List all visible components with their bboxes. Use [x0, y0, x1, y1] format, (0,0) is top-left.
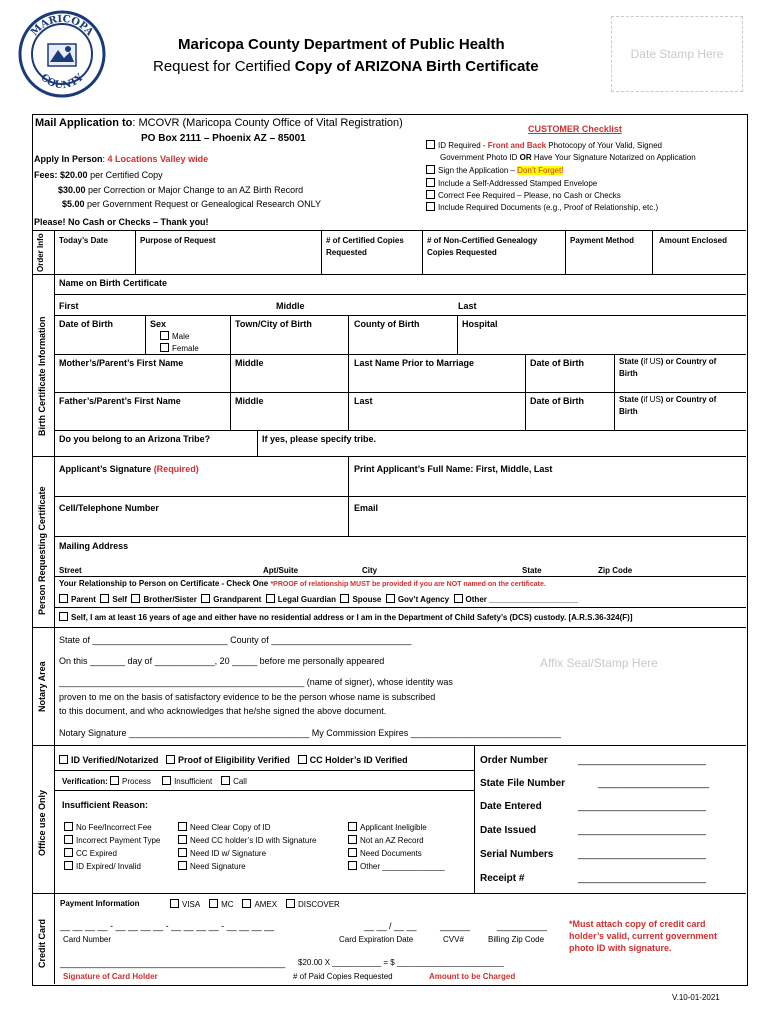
requester-side-label: Person Requesting Certificate [37, 486, 47, 615]
text: (Required) [153, 464, 199, 474]
last-name-label: Last [458, 301, 477, 311]
discover-option[interactable] [286, 900, 340, 909]
seal-icon [18, 10, 106, 98]
checkbox[interactable] [209, 899, 218, 908]
text: Other ______________ [360, 862, 445, 871]
text: Grandparent [213, 595, 262, 604]
verification-row [62, 776, 247, 786]
rel-gov[interactable] [386, 595, 449, 604]
divider [54, 607, 746, 608]
divider [54, 790, 474, 791]
first-name-label: First [59, 301, 79, 311]
text: Sign the Application – [438, 166, 518, 175]
serial-numbers-blank[interactable]: _______________________ [578, 849, 706, 860]
payment-info-label: Payment Information [60, 899, 140, 908]
birth-info-side-label: Birth Certificate Information [37, 316, 47, 436]
text: Need ID w/ Signature [190, 849, 267, 858]
rel-sibling[interactable] [131, 595, 196, 604]
checkbox[interactable] [59, 755, 68, 764]
reason-r12[interactable] [348, 861, 445, 871]
todays-date-label: Today’s Date [59, 236, 108, 245]
checkbox[interactable] [266, 594, 275, 603]
reason-r6[interactable] [178, 835, 316, 845]
text: *PROOF of relationship MUST be provided if you are NOT named on the certificate. [270, 581, 546, 588]
text: OR [519, 153, 532, 162]
rel-grandparent[interactable] [201, 595, 261, 604]
page-title: Maricopa County Department of Public Health [178, 36, 505, 53]
reason-r8[interactable] [178, 861, 246, 871]
checkbox[interactable] [162, 776, 171, 785]
checkbox[interactable] [348, 822, 357, 831]
process-option[interactable] [110, 777, 151, 786]
checkbox[interactable] [298, 755, 307, 764]
text: ID Verified/Notarized [71, 755, 159, 765]
checkbox[interactable] [100, 594, 109, 603]
fee-1 [34, 170, 163, 180]
checkbox[interactable] [454, 594, 463, 603]
date-entered-label: Date Entered [480, 801, 542, 812]
checkbox[interactable] [131, 594, 140, 603]
relationship-options [59, 594, 578, 604]
checkbox[interactable] [64, 848, 73, 857]
fee2-amount: $30.00 [58, 185, 86, 195]
order-number-blank[interactable]: _______________________ [578, 755, 706, 766]
checkbox[interactable] [426, 190, 435, 199]
text: Not an AZ Record [360, 836, 424, 845]
checklist-item-5[interactable] [426, 202, 658, 212]
cc-id-option[interactable] [298, 755, 408, 765]
text: Male [172, 332, 190, 341]
checkbox[interactable] [178, 822, 187, 831]
receipt-blank[interactable]: _______________________ [578, 873, 706, 884]
notary-line-2: On this _______ day of ____________, 20 _____ before me personally appeared [59, 656, 385, 666]
insufficient-reason-label: Insufficient Reason: [62, 800, 149, 810]
card-holder-signature-field[interactable]: _____________________________________________ [60, 958, 286, 968]
state-label: State [522, 566, 542, 575]
apply-in-person: Apply In Person: 4 Locations Valley wide [34, 154, 209, 164]
text: Photocopy of Your Valid, Signed [546, 141, 662, 150]
notary-line-3: _________________________________________________ (name of signer), whose identity was [59, 677, 453, 687]
text: CC Holder’s ID Verified [309, 755, 408, 765]
notary-line-5: to this document, and who acknowledges that he/she signed the above document. [59, 706, 387, 716]
text: State ( [619, 357, 644, 366]
mother-state-label [619, 357, 716, 366]
relationship-label [59, 579, 546, 588]
card-exp-label: Card Expiration Date [339, 935, 414, 944]
checkbox[interactable] [426, 140, 435, 149]
checkbox[interactable] [426, 165, 435, 174]
fee-2 [58, 185, 303, 195]
text: Incorrect Payment Type [76, 836, 161, 845]
divider [230, 315, 231, 354]
checklist-item-1[interactable] [426, 140, 662, 150]
call-option[interactable] [221, 777, 247, 786]
checkbox[interactable] [178, 861, 187, 870]
text: Gov’t Agency [397, 595, 450, 604]
proof-eligibility-option[interactable] [166, 755, 290, 765]
amount-charged-label: Amount to be Charged [429, 972, 516, 981]
street-label: Street [59, 566, 82, 575]
father-dob-label: Date of Birth [530, 396, 584, 406]
date-issued-blank[interactable]: _______________________ [578, 825, 706, 836]
certified-copies-label: # of Certified Copies [326, 236, 404, 245]
date-issued-label: Date Issued [480, 825, 537, 836]
text: Call [233, 777, 247, 786]
print-name-label: Print Applicant’s Full Name: First, Middle, Last [354, 464, 553, 474]
office-side-label: Office use Only [37, 789, 47, 856]
subtitle-bold: Copy of ARIZONA Birth Certificate [294, 58, 539, 75]
order-number-label: Order Number [480, 755, 548, 766]
sex-female-option[interactable] [160, 343, 199, 353]
reason-r11[interactable] [348, 848, 422, 858]
father-state-label [619, 395, 716, 404]
insufficient-option[interactable] [162, 777, 212, 786]
text: Need Clear Copy of ID [190, 823, 271, 832]
version-label: V.10-01-2021 [672, 993, 720, 1002]
reason-r7[interactable] [178, 848, 266, 858]
father-middle-label: Middle [235, 396, 264, 406]
tribe-question: Do you belong to an Arizona Tribe? [59, 434, 211, 444]
divider [54, 315, 746, 316]
text: Spouse [352, 595, 382, 604]
mail-value: : MCOVR (Maricopa County Office of Vital Registration) [132, 117, 403, 129]
divider [32, 456, 746, 457]
text: Brother/Sister [143, 595, 197, 604]
reason-r2[interactable] [64, 835, 160, 845]
phone-label: Cell/Telephone Number [59, 503, 159, 513]
amount-enclosed-label: Amount Enclosed [659, 236, 728, 245]
checklist-title: CUSTOMER Checklist [528, 124, 622, 134]
checkbox[interactable] [348, 861, 357, 870]
subtitle-prefix: Request for Certified [153, 58, 295, 75]
checkbox[interactable] [340, 594, 349, 603]
text: Your Relationship to Person on Certificate - Check One [59, 579, 271, 588]
divider [135, 230, 136, 274]
mail-to [35, 117, 403, 129]
certified-copies-label-2: Requested [326, 248, 367, 257]
billing-zip-label: Billing Zip Code [488, 935, 545, 944]
divider [54, 392, 746, 393]
text: MC [221, 900, 234, 909]
county-label: County of Birth [354, 319, 420, 329]
svg-text:MARICOPA: MARICOPA [29, 13, 95, 39]
checkbox[interactable] [286, 899, 295, 908]
checkbox[interactable] [170, 899, 179, 908]
zip-label: Zip Code [598, 566, 633, 575]
divider [54, 770, 474, 771]
mother-last-label: Last Name Prior to Marriage [354, 358, 475, 368]
checkbox[interactable] [166, 755, 175, 764]
divider [474, 745, 475, 893]
divider [54, 496, 746, 497]
text: Applicant Ineligible [360, 823, 427, 832]
father-first-label: Father’s/Parent’s First Name [59, 396, 181, 406]
mailing-address-label: Mailing Address [59, 541, 129, 551]
fee-calculation: $20.00 X ___________ = $ ________________________ [298, 958, 504, 967]
text: Parent [71, 595, 96, 604]
text: State ( [619, 395, 644, 404]
text: ID Required - [438, 141, 488, 150]
text: Applicant’s Signature [59, 464, 154, 474]
mother-middle-label: Middle [235, 358, 264, 368]
father-state-label-2: Birth [619, 407, 638, 416]
text: Government Photo ID [440, 153, 520, 162]
card-number-field[interactable]: __ __ __ __ - __ __ __ __ - __ __ __ __ - __ __ __ __ [60, 921, 275, 931]
checkbox[interactable] [426, 202, 435, 211]
card-type-options [170, 899, 340, 909]
checkbox[interactable] [201, 594, 210, 603]
divider [54, 294, 746, 295]
text: Need Signature [190, 862, 246, 871]
text: Self, I am at least 16 years of age and either have no residential address or I am in the Department of Child Safety’s (DCS) custody. [A.R.S.36-324(F)] [71, 613, 633, 622]
checkbox[interactable] [64, 835, 73, 844]
applicant-signature-label [59, 464, 199, 474]
checkbox[interactable] [64, 822, 73, 831]
text: Correct Fee Required – Please, no Cash or Checks [438, 191, 621, 200]
payment-method-label: Payment Method [570, 236, 635, 245]
credit-card-note: *Must attach copy of credit card holder’s valid, current government photo ID with signature. [569, 919, 718, 953]
text: Female [172, 344, 199, 353]
text: if US [643, 357, 661, 366]
fees-label: Fees: [34, 170, 58, 180]
checkbox[interactable] [59, 612, 68, 621]
divider [54, 536, 746, 537]
fee-3 [62, 199, 321, 209]
divider [32, 274, 746, 275]
text: CC Expired [76, 849, 117, 858]
hospital-label: Hospital [462, 319, 498, 329]
rel-spouse[interactable] [340, 595, 381, 604]
date-stamp-label: Date Stamp Here [630, 47, 724, 61]
text: Include Required Documents (e.g., Proof of Relationship, etc.) [438, 203, 659, 212]
reason-r10[interactable] [348, 835, 424, 845]
checkbox[interactable] [426, 178, 435, 187]
divider [457, 315, 458, 354]
mother-state-label-2: Birth [619, 369, 638, 378]
page-subtitle [153, 58, 539, 75]
rel-guardian[interactable] [266, 595, 336, 604]
billing-zip-field[interactable]: __________ [497, 921, 548, 931]
office-checks [59, 755, 408, 765]
divider [257, 430, 258, 456]
middle-name-label: Middle [276, 301, 305, 311]
reason-r5[interactable] [178, 822, 270, 832]
reason-r3[interactable] [64, 848, 117, 858]
affix-seal-label: Affix Seal/Stamp Here [540, 656, 658, 670]
fee3-desc: per Government Request or Genealogical Research ONLY [84, 199, 321, 209]
reason-r1[interactable] [64, 822, 152, 832]
visa-option[interactable] [170, 900, 200, 909]
text: No Fee/Incorrect Fee [76, 823, 152, 832]
apt-label: Apt/Suite [263, 566, 299, 575]
mother-first-label: Mother’s/Parent’s First Name [59, 358, 184, 368]
checklist-item-4[interactable] [426, 190, 621, 200]
divider [652, 230, 653, 274]
text: Front and Back [487, 141, 547, 150]
sex-male-option[interactable] [160, 331, 189, 341]
divider [54, 354, 746, 355]
checkbox[interactable] [242, 899, 251, 908]
divider [32, 230, 746, 231]
checkbox[interactable] [59, 594, 68, 603]
checkbox[interactable] [221, 776, 230, 785]
email-label: Email [354, 503, 379, 513]
id-verified-option[interactable] [59, 755, 159, 765]
checkbox[interactable] [110, 776, 119, 785]
text: Process [122, 777, 151, 786]
verification-label: Verification: [62, 777, 108, 786]
divider [422, 230, 423, 274]
self-16-option[interactable] [59, 612, 633, 622]
purpose-label: Purpose of Request [140, 236, 216, 245]
text: VISA [182, 900, 201, 909]
text: Include a Self-Addressed Stamped Envelope [438, 179, 598, 188]
checklist-item-2[interactable] [426, 165, 563, 175]
county-seal [18, 10, 106, 98]
text: ) or Country of [660, 395, 717, 404]
text: Legal Guardian [277, 595, 336, 604]
divider [321, 230, 322, 274]
mail-label: Mail Application to [35, 117, 133, 129]
reason-r9[interactable] [348, 822, 427, 832]
divider [32, 627, 746, 628]
divider [348, 315, 349, 354]
cvv-field[interactable]: ______ [440, 921, 471, 931]
reason-r4[interactable] [64, 861, 141, 871]
mc-option[interactable] [209, 900, 233, 909]
divider [565, 230, 566, 274]
name-on-cert-label: Name on Birth Certificate [59, 278, 168, 288]
checkbox[interactable] [386, 594, 395, 603]
svg-text:COUNTY: COUNTY [38, 72, 86, 92]
date-entered-blank[interactable]: _______________________ [578, 801, 706, 812]
in-person-value: 4 Locations Valley wide [107, 154, 209, 164]
text: Don’t Forget! [517, 166, 564, 175]
tribe-specify-label: If yes, please specify tribe. [262, 434, 377, 444]
fee1-amount: $20.00 [60, 170, 88, 180]
divider [145, 315, 146, 354]
text: DISCOVER [298, 900, 340, 909]
checklist-item-1-line2 [440, 153, 696, 162]
checkbox[interactable] [348, 848, 357, 857]
state-file-blank[interactable]: ____________________ [598, 778, 710, 789]
mother-dob-label: Date of Birth [530, 358, 584, 368]
text: ID Expired/ Invalid [76, 862, 141, 871]
order-info-side-label: Order Info [36, 233, 45, 272]
text: Need Documents [360, 849, 422, 858]
notary-line-6: Notary Signature ____________________________________ My Commission Expires ______________________________ [59, 728, 561, 738]
checkbox[interactable] [160, 343, 169, 352]
checkbox[interactable] [348, 835, 357, 844]
paid-copies-label: # of Paid Copies Requested [293, 972, 393, 981]
fee1-desc: per Certified Copy [87, 170, 163, 180]
town-label: Town/City of Birth [235, 319, 312, 329]
checkbox[interactable] [178, 848, 187, 857]
receipt-label: Receipt # [480, 873, 525, 884]
cvv-label: CVV# [443, 935, 464, 944]
notary-side-label: Notary Area [37, 661, 47, 712]
divider [32, 893, 746, 894]
father-last-label: Last [354, 396, 373, 406]
text: ) or Country of [660, 357, 717, 366]
card-number-label: Card Number [63, 935, 112, 944]
serial-numbers-label: Serial Numbers [480, 849, 554, 860]
amex-option[interactable] [242, 900, 277, 909]
text: if US [643, 395, 661, 404]
genealogy-copies-label: # of Non-Certified Genealogy [427, 236, 538, 245]
text: AMEX [254, 900, 278, 909]
fee3-amount: $5.00 [62, 199, 85, 209]
divider [32, 745, 746, 746]
sex-label: Sex [150, 319, 167, 329]
card-holder-signature-label: Signature of Card Holder [63, 972, 158, 981]
no-cash-note: Please! No Cash or Checks – Thank you! [34, 217, 209, 227]
checklist-item-3[interactable] [426, 178, 597, 188]
text: Insufficient [174, 777, 213, 786]
text: Proof of Eligibility Verified [178, 755, 291, 765]
rel-self[interactable] [100, 595, 127, 604]
divider [54, 576, 746, 577]
checkbox[interactable] [64, 861, 73, 870]
text: Other ____________________ [465, 595, 579, 604]
date-stamp-box [611, 16, 743, 92]
in-person-label: Apply In Person [34, 154, 103, 164]
notary-line-4: proven to me on the basis of satisfactory evidence to be the person whose name is subscribed [59, 692, 436, 702]
notary-line-1: State of ___________________________ County of ____________________________ [59, 635, 412, 645]
dob-label: Date of Birth [59, 319, 113, 329]
text: Have Your Signature Notarized on Application [531, 153, 696, 162]
city-label: City [362, 566, 378, 575]
fee2-desc: per Correction or Major Change to an AZ Birth Record [85, 185, 304, 195]
checkbox[interactable] [178, 835, 187, 844]
text: Self [112, 595, 128, 604]
text: Need CC holder’s ID with Signature [190, 836, 317, 845]
po-box: PO Box 2111 – Phoenix AZ – 85001 [141, 133, 306, 144]
state-file-label: State File Number [480, 778, 566, 789]
checkbox[interactable] [160, 331, 169, 340]
divider [54, 430, 746, 431]
card-exp-field[interactable]: __ __ / __ __ [364, 921, 417, 931]
rel-parent[interactable] [59, 595, 96, 604]
rel-other[interactable] [454, 595, 579, 604]
genealogy-copies-label-2: Copies Requested [427, 248, 497, 257]
credit-side-label: Credit Card [37, 918, 47, 968]
